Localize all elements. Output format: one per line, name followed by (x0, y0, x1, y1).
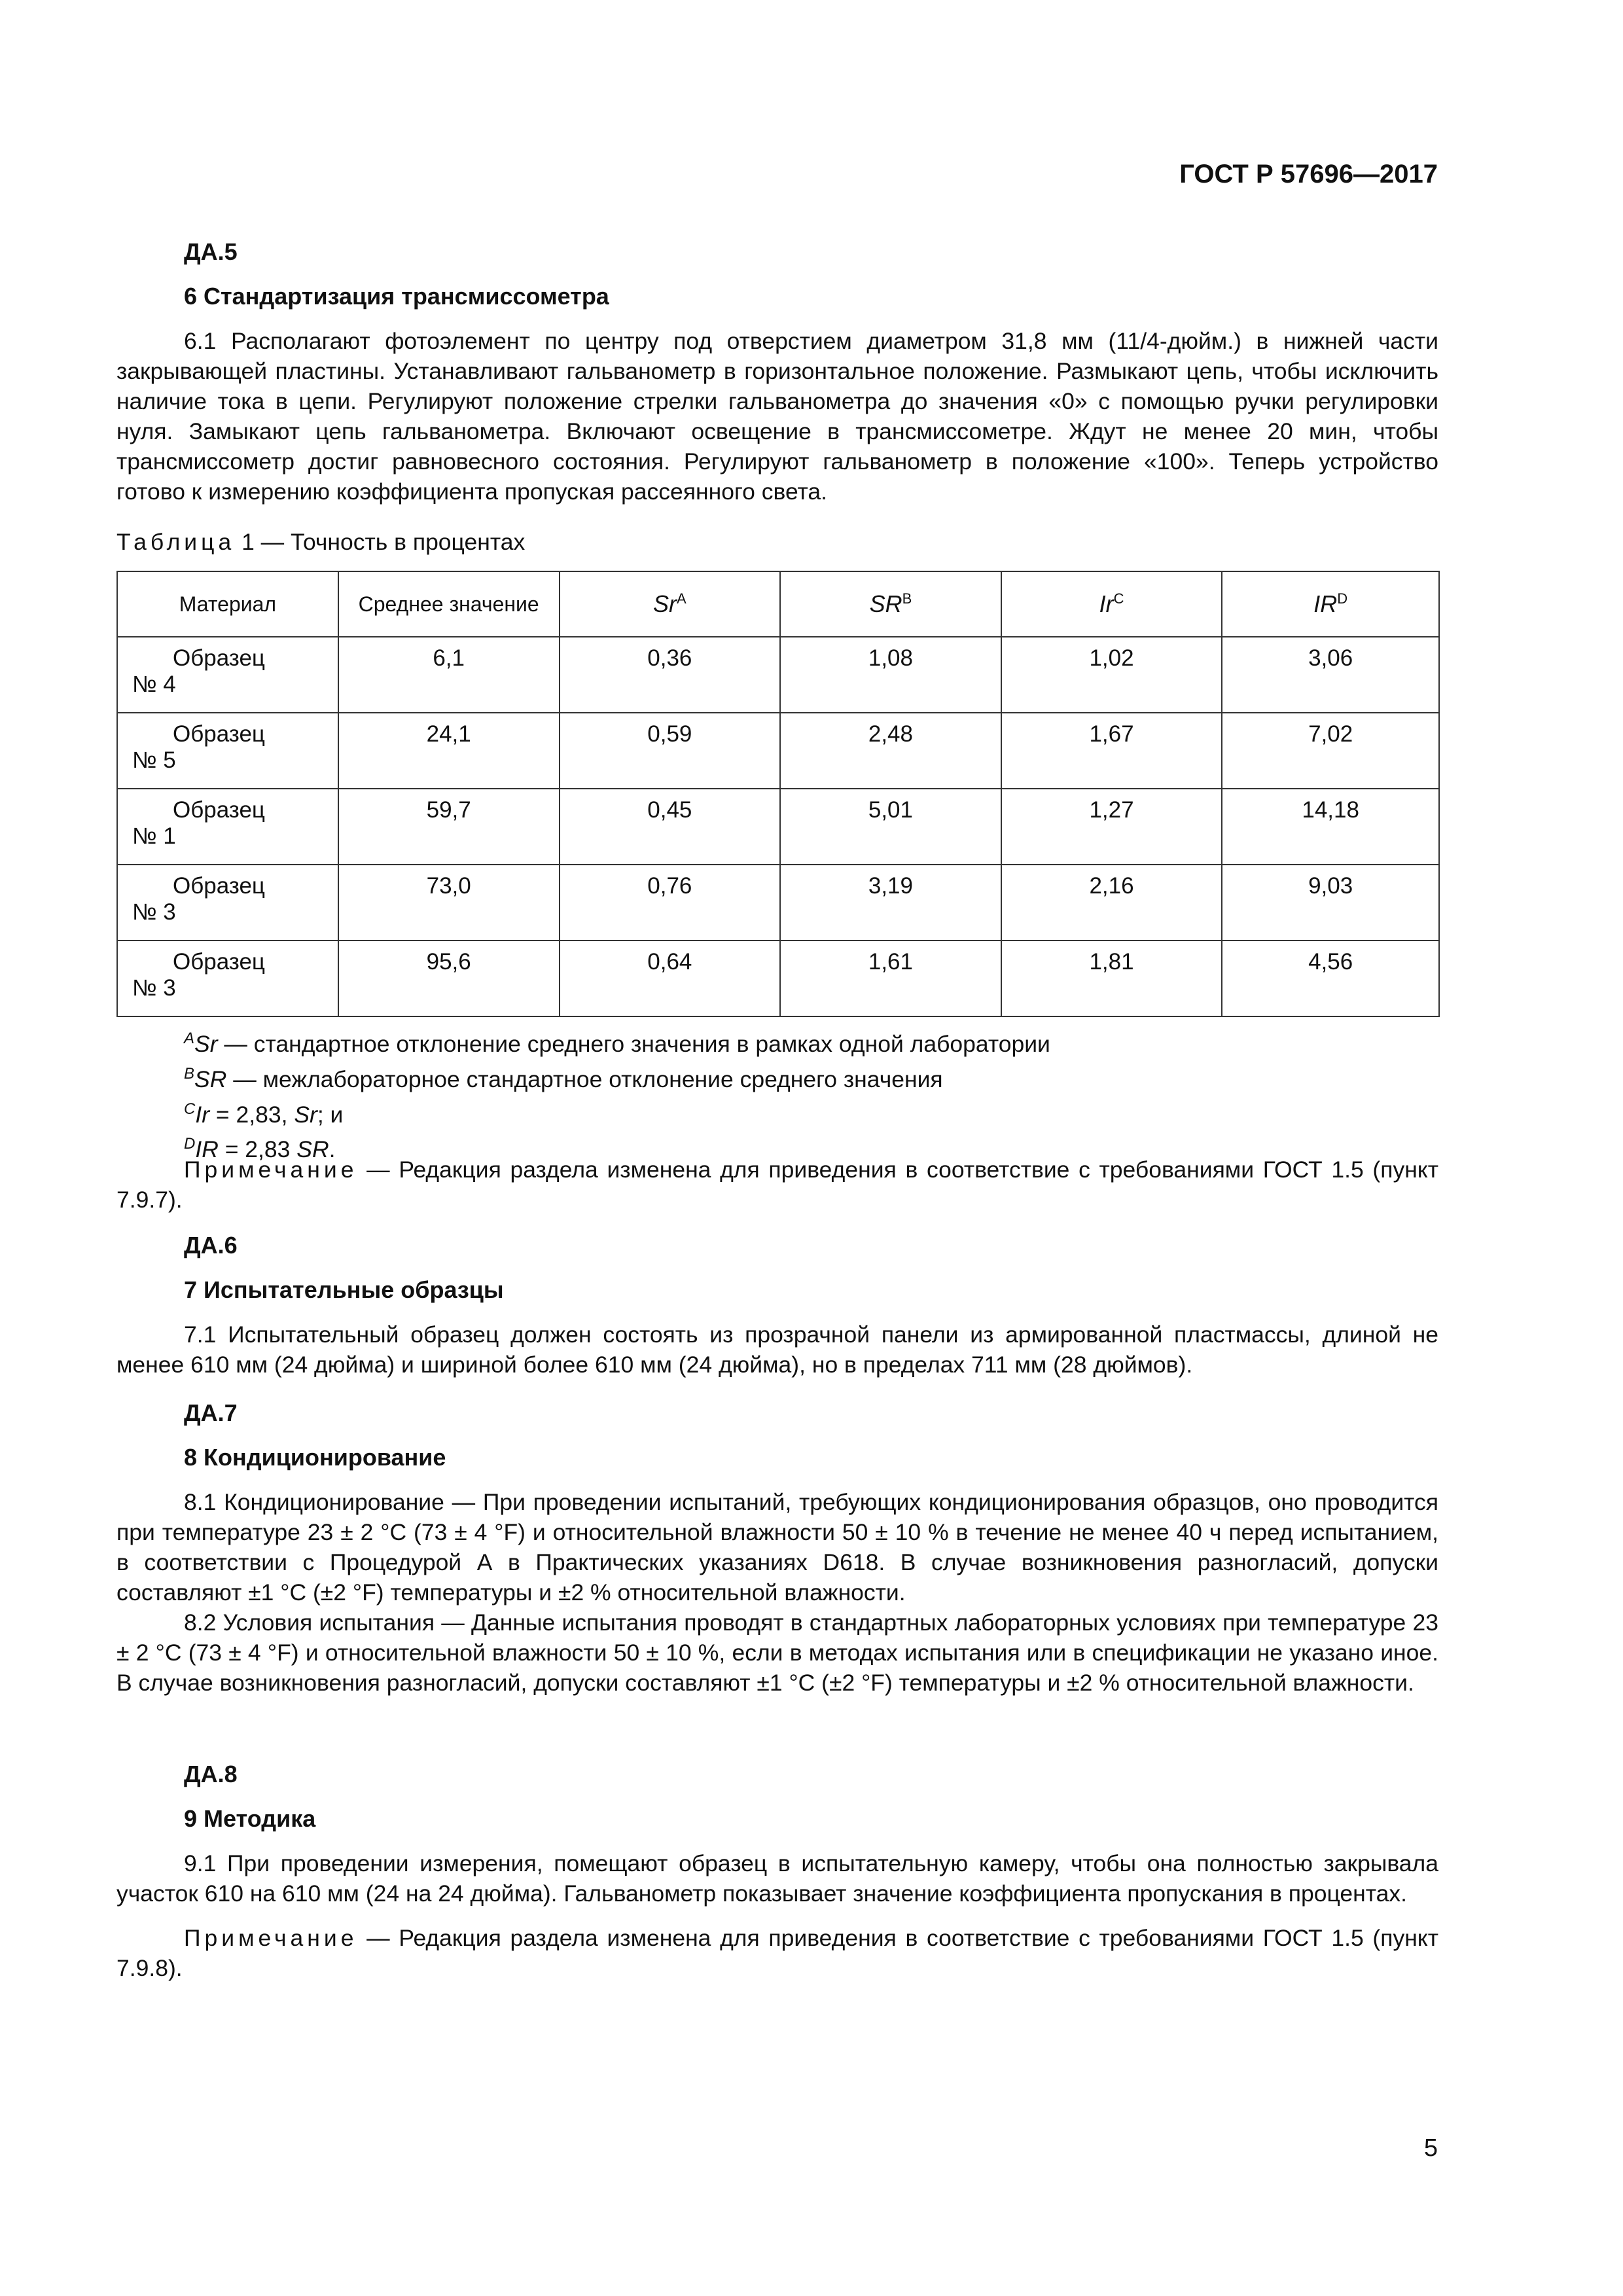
header-SR-sup: B (902, 590, 912, 607)
footnote-b-symbol: SR (194, 1066, 227, 1092)
table-row (117, 637, 1439, 713)
material-number: № 1 (132, 823, 176, 849)
annex-label-da8: ДА.8 (184, 1761, 238, 1787)
cell-mean: 59,7 (338, 789, 560, 865)
footnote-a-symbol: Sr (194, 1030, 218, 1057)
cell-ir: 1,27 (1001, 789, 1222, 865)
material-name: Образец (173, 797, 265, 823)
section-da6 (116, 1230, 1438, 1380)
footnote-c (184, 1094, 1050, 1130)
header-ir (1001, 571, 1222, 637)
cell-sr: 0,59 (560, 713, 781, 789)
cell-sr: 0,64 (560, 941, 781, 1016)
cell-material (117, 941, 338, 1016)
cell-sr: 0,45 (560, 789, 781, 865)
header-IR-sup: D (1337, 590, 1348, 607)
cell-ir: 1,81 (1001, 941, 1222, 1016)
header-sr-sup: A (676, 590, 687, 607)
table-row (117, 789, 1439, 865)
footnote-c-marker: C (184, 1100, 196, 1118)
paragraph-7-1: 7.1 Испытательный образец должен состоять из прозрачной панели из армированной пластмассы, длиной не менее 610 мм (24 дюйма) и шириной более 610 мм (24 дюйма), но в пределах 711 мм (28 дюймов). (116, 1321, 1438, 1378)
paragraph-6-1: 6.1 Располагают фотоэлемент по центру под отверстием диаметром 31,8 мм (11/4-дюйм.) в нижней части закрывающей пластины. Устанавливают гальванометр в горизонтальное положение. Размыкают цепь, чтобы исключить наличие тока в цепи. Регулируют положение стрелки гальванометра до значения «0» с помощью ручки регулировки нуля. Замыкают цепь гальванометра. Включают освещение в трансмиссометре. Ждут не менее 20 мин, чтобы трансмиссометр достиг равновесного состояния. Регулируют гальванометр в положение «100». Теперь устройство готово к измерению коэффициента пропуская рассеянного света. (116, 328, 1438, 505)
section-heading-9: 9 Методика (184, 1805, 316, 1832)
material-number: № 4 (132, 672, 176, 697)
section-da8 (116, 1759, 1438, 1983)
note-1-text: — Редакция раздела изменена для приведения в соответствие с требованиями ГОСТ 1.5 (пункт 7.9.7). (116, 1157, 1438, 1213)
cell-IR: 14,18 (1222, 789, 1439, 865)
footnote-d-end: . (329, 1136, 336, 1163)
footnote-d-marker: D (184, 1135, 196, 1153)
section-da5 (116, 237, 1438, 507)
cell-material (117, 865, 338, 941)
header-IR (1222, 571, 1439, 637)
cell-mean: 95,6 (338, 941, 560, 1016)
table-caption (116, 529, 525, 556)
table-footnotes (184, 1024, 1050, 1164)
cell-IR: 4,56 (1222, 941, 1439, 1016)
table-row (117, 941, 1439, 1016)
footnote-d-mid: = 2,83 (218, 1136, 297, 1163)
section-da7 (116, 1398, 1438, 1698)
header-material: Материал (117, 571, 338, 637)
precision-table (116, 571, 1440, 1017)
annex-label-da6: ДА.6 (184, 1232, 238, 1259)
table-row (117, 865, 1439, 941)
footnote-b (184, 1059, 1050, 1094)
cell-SR: 1,61 (780, 941, 1001, 1016)
footnote-a (184, 1024, 1050, 1059)
footnote-c-symbol-2: Sr (294, 1101, 317, 1128)
paragraph-8-1: 8.1 Кондиционирование — При проведении испытаний, требующих кондиционирования образцов, оно проводится при температуре 23 ± 2 °C (73 ± 4 °F) и относительной влажности 50 ± 10 % в течение не менее 40 ч перед испытанием, в соответствии с Процедурой А в Практических указаниях D618. В случае возникновения разногласий, допуски составляют ±1 °C (±2 °F) температуры и ±2 % относительной влажности. (116, 1489, 1438, 1605)
table-header-row (117, 571, 1439, 637)
paragraph-9-1: 9.1 При проведении измерения, помещают образец в испытательную камеру, чтобы она полностью закрывала участок 610 на 610 мм (24 на 24 дюйма). Гальванометр показывает значение коэффициента пропускания в процентах. (116, 1850, 1438, 1907)
cell-IR: 9,03 (1222, 865, 1439, 941)
note-1-label: Примечание (184, 1157, 358, 1183)
cell-SR: 2,48 (780, 713, 1001, 789)
cell-mean: 24,1 (338, 713, 560, 789)
note-1-paragraph (116, 1155, 1438, 1215)
table-row (117, 713, 1439, 789)
section-heading-7: 7 Испытательные образцы (184, 1276, 504, 1303)
annex-label-da7: ДА.7 (184, 1399, 238, 1426)
footnote-c-mid: = 2,83, (209, 1101, 294, 1128)
document-id: ГОСТ Р 57696—2017 (1179, 160, 1438, 188)
header-IR-symbol: IR (1313, 590, 1338, 617)
header-mean: Среднее значение (338, 571, 560, 637)
annex-label-da5: ДА.5 (184, 238, 238, 265)
cell-sr: 0,76 (560, 865, 781, 941)
footnote-b-marker: B (184, 1064, 195, 1083)
footnote-a-marker: A (184, 1030, 195, 1047)
page-number: 5 (1423, 2134, 1438, 2162)
footnote-d-symbol-2: SR (296, 1136, 329, 1163)
cell-SR: 5,01 (780, 789, 1001, 865)
note-1 (116, 1155, 1438, 1215)
material-number: № 3 (132, 899, 176, 925)
header-ir-symbol: Ir (1099, 590, 1114, 617)
footnote-a-text: — стандартное отклонение среднего значения в рамках одной лаборатории (217, 1030, 1050, 1057)
header-SR (780, 571, 1001, 637)
material-name: Образец (173, 949, 265, 975)
section-heading-8: 8 Кондиционирование (184, 1444, 446, 1471)
header-sr-symbol: Sr (652, 590, 677, 617)
material-name: Образец (173, 873, 265, 899)
header-SR-symbol: SR (869, 590, 902, 617)
header-ir-sup: C (1113, 590, 1124, 607)
footnote-d-symbol: IR (195, 1136, 219, 1163)
cell-IR: 7,02 (1222, 713, 1439, 789)
table-caption-label: Таблица (116, 529, 236, 555)
header-sr (560, 571, 781, 637)
section-heading-6: 6 Стандартизация трансмиссометра (184, 283, 609, 310)
note-2-paragraph (116, 1923, 1438, 1983)
paragraph-8-2: 8.2 Условия испытания — Данные испытания проводят в стандартных лабораторных условиях при температуре 23 ± 2 °C (73 ± 4 °F) и относительной влажности 50 ± 10 %, если в методах испытания или в спецификации не указано иное. В случае возникновения разногласий, допуски составляют ±1 °C (±2 °F) температуры и ±2 % относительной влажности. (116, 1609, 1438, 1696)
cell-material (117, 637, 338, 713)
cell-sr: 0,36 (560, 637, 781, 713)
cell-material (117, 713, 338, 789)
cell-SR: 1,08 (780, 637, 1001, 713)
cell-SR: 3,19 (780, 865, 1001, 941)
footnote-b-text: — межлабораторное стандартное отклонение среднего значения (226, 1066, 943, 1092)
material-number: № 5 (132, 747, 176, 773)
material-name: Образец (173, 721, 265, 747)
material-number: № 3 (132, 975, 176, 1001)
cell-ir: 1,02 (1001, 637, 1222, 713)
table-caption-text: 1 — Точность в процентах (235, 529, 526, 555)
footnote-c-end: ; и (317, 1101, 344, 1128)
note-2-text: — Редакция раздела изменена для приведения в соответствие с требованиями ГОСТ 1.5 (пункт 7.9.8). (116, 1925, 1438, 1981)
cell-ir: 2,16 (1001, 865, 1222, 941)
cell-IR: 3,06 (1222, 637, 1439, 713)
cell-mean: 73,0 (338, 865, 560, 941)
note-2-label: Примечание (184, 1925, 358, 1951)
cell-mean: 6,1 (338, 637, 560, 713)
footnote-c-symbol: Ir (195, 1101, 210, 1128)
cell-material (117, 789, 338, 865)
material-name: Образец (173, 645, 265, 671)
cell-ir: 1,67 (1001, 713, 1222, 789)
